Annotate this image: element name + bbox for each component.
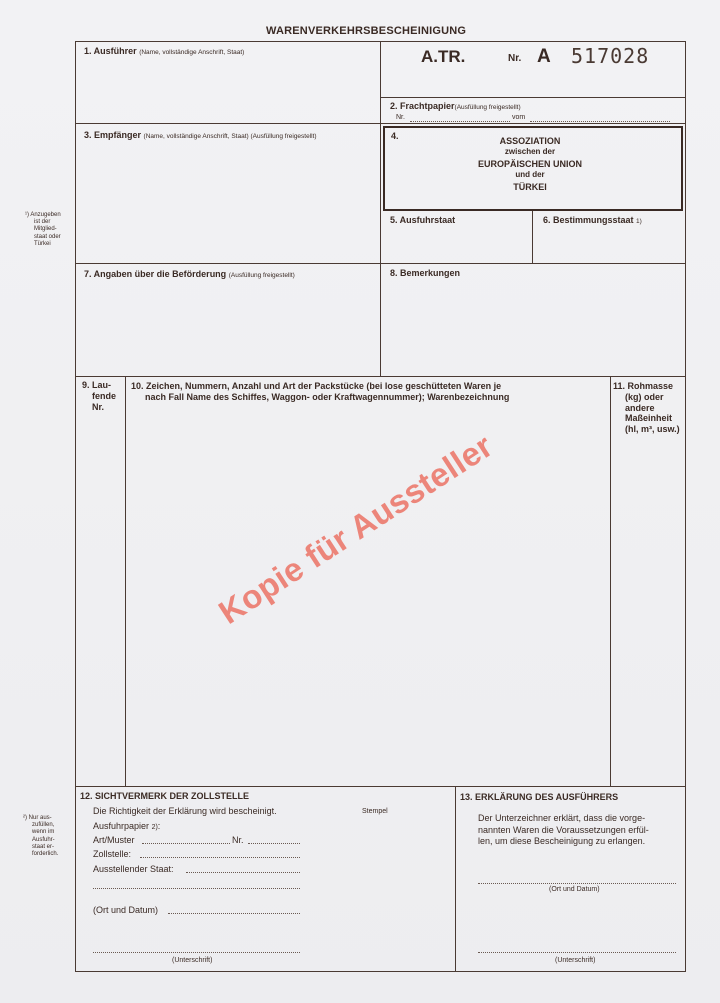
box4-bottom — [383, 209, 683, 211]
lower-right — [685, 786, 686, 972]
box4-line1: ASSOZIATION — [499, 136, 561, 146]
box5-6-divider — [532, 211, 533, 263]
box8-label: 8. Bemerkungen — [390, 268, 461, 278]
serial-number: 517028 — [571, 44, 650, 68]
row2-bottom — [75, 263, 685, 264]
box12-staat: Ausstellender Staat: — [93, 864, 174, 874]
box9-divider — [125, 376, 126, 787]
box2-vom-line — [530, 121, 670, 122]
box12-sign-line — [93, 952, 300, 953]
box13-label: 13. ERKLÄRUNG DES AUSFÜHRERS — [460, 792, 619, 802]
margin-note-1: ¹) Anzugeben ist der Mitglied- staat oder Türkei — [25, 212, 61, 247]
box12-ort: (Ort und Datum) — [93, 905, 159, 915]
box11-label: 11. Rohmasse (kg) oder andere Maßeinheit (hl, m³, usw.) — [613, 381, 680, 435]
divider-upper — [380, 41, 381, 376]
box4-line2: zwischen der — [504, 147, 556, 157]
box12-ort-line — [168, 913, 300, 914]
box4-line5: TÜRKEI — [513, 181, 547, 192]
atr-bottom — [380, 97, 685, 98]
box13-ort-line — [478, 883, 676, 884]
form-title: WARENVERKEHRSBESCHEINIGUNG — [266, 25, 467, 37]
box4-label: 4. — [391, 131, 399, 141]
box12-art: Art/Muster — [93, 835, 135, 845]
box4-left — [383, 126, 385, 211]
frame-right — [685, 41, 686, 787]
box13-text: Der Unterzeichner erklärt, dass die vorge- nannten Waren die Voraussetzungen erfül- len, um diese Bescheinigung zu erlangen. — [478, 813, 649, 847]
box1-label: 1. Ausführer (Name, vollständige Anschrift, Staat) — [84, 46, 245, 56]
box12-zollstelle-line — [140, 857, 300, 858]
box12-stempel: Stempel — [362, 808, 388, 815]
box12-nr-line — [248, 843, 300, 844]
box12-art-line — [142, 843, 230, 844]
box13-sign-line — [478, 952, 676, 953]
box12-label: 12. SICHTVERMERK DER ZOLLSTELLE — [80, 791, 250, 801]
box12-ausfuhrpapier: Ausfuhrpapier 2): — [93, 821, 161, 831]
box12-blank-line — [93, 888, 300, 889]
box4-right — [681, 126, 683, 211]
box12-nr: Nr. — [232, 835, 244, 845]
box13-ort: (Ort und Datum) — [549, 886, 600, 893]
series-letter: A — [537, 46, 551, 67]
row3-bottom — [75, 376, 685, 377]
box4-line3: EUROPÄISCHEN UNION — [477, 158, 582, 169]
box12-staat-line — [186, 872, 300, 873]
box2-nr-line — [410, 121, 510, 122]
lower-bottom — [75, 971, 685, 972]
row1-bottom — [75, 123, 685, 124]
lower-divider — [455, 786, 456, 972]
box12-unterschrift: (Unterschrift) — [172, 957, 213, 964]
atr-label: A.TR. — [421, 47, 466, 66]
box2-label: 2. Frachtpapier(Ausfüllung freigestellt) — [390, 101, 521, 111]
box5-label: 5. Ausfuhrstaat — [390, 215, 456, 225]
box4-top — [383, 126, 683, 128]
box2-nr: Nr. — [396, 114, 405, 121]
box6-label: 6. Bestimmungsstaat 1) — [543, 215, 642, 225]
box13-unterschrift: (Unterschrift) — [555, 957, 596, 964]
frame-left — [75, 41, 76, 787]
box9-label: 9. Lau- fende Nr. — [82, 380, 117, 412]
box4-association — [440, 135, 620, 193]
box12-text: Die Richtigkeit der Erklärung wird bescheinigt. — [93, 806, 277, 816]
box12-zollstelle: Zollstelle: — [93, 849, 132, 859]
margin-note-2: ²) Nur aus- zufüllen, wenn im Ausfuhr- staat er- forderlich. — [23, 815, 59, 857]
box2-vom: vom — [512, 114, 526, 121]
lower-left — [75, 786, 76, 972]
box7-label: 7. Angaben über die Beförderung (Ausfüllung freigestellt) — [84, 269, 295, 279]
box11-divider — [610, 376, 611, 787]
box3-label: 3. Empfänger (Name, vollständige Anschrift, Staat) (Ausfüllung freigestellt) — [84, 130, 317, 140]
copy-stamp: Kopie für Aussteller — [212, 426, 500, 632]
box4-line4: und der — [515, 170, 545, 180]
atr-nr-label: Nr. — [508, 53, 522, 64]
row4-bottom — [75, 786, 685, 787]
box10-label: 10. Zeichen, Nummern, Anzahl und Art der Packstücke (bei lose geschütteten Waren je nach Fall Name des Schiffes, Waggon- oder Kraftwagennummer); Warenbezeichnung — [131, 381, 510, 402]
